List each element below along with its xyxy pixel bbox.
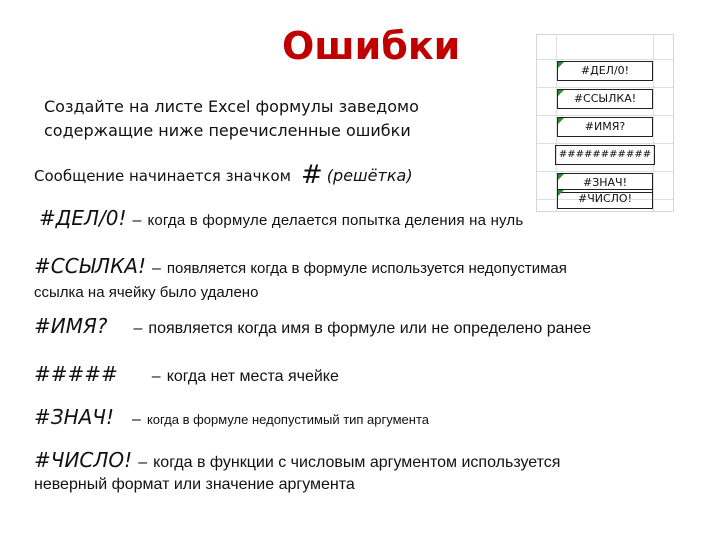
cell-value: ########### <box>558 149 652 160</box>
error-description-cont: неверный формат или значение аргумента <box>34 476 355 493</box>
error-indicator-icon <box>558 118 564 124</box>
page-title: Ошибки <box>282 24 461 68</box>
dash: – <box>132 212 142 229</box>
excel-error-cells <box>536 34 674 212</box>
error-code: #ССЫЛКА! <box>34 254 146 278</box>
excel-cell <box>557 189 653 209</box>
excel-cell <box>557 117 653 137</box>
error-code: #ИМЯ? <box>34 314 108 338</box>
cell-value: #ДЕЛ/0! <box>580 64 630 77</box>
grid-line <box>537 143 673 144</box>
error-description: когда в формуле делается попытка деления на нуль <box>147 212 524 229</box>
cell-value: #ССЫЛКА! <box>573 92 637 105</box>
excel-cell <box>555 145 655 165</box>
excel-cell <box>557 89 653 109</box>
error-indicator-icon <box>558 174 564 180</box>
error-description: появляется когда в формуле используется недопустимая <box>166 260 567 277</box>
intro-line-2: содержащие ниже перечисленные ошибки <box>44 121 411 140</box>
dash: – <box>132 411 141 428</box>
intro-text <box>44 95 484 143</box>
grid-line <box>537 59 673 60</box>
dash: – <box>152 260 161 277</box>
excel-cell <box>557 61 653 81</box>
cell-value: #ЧИСЛО! <box>577 192 632 205</box>
error-description: появляется когда имя в формуле или не определено ранее <box>148 320 592 337</box>
error-item-value <box>34 405 429 429</box>
intro-line-1: Создайте на листе Excel формулы заведомо <box>44 97 419 116</box>
error-item-num <box>34 448 674 498</box>
error-indicator-icon <box>558 190 564 196</box>
hash-note: (решётка) <box>326 166 413 185</box>
error-indicator-icon <box>558 62 564 68</box>
error-code: #ЧИСЛО! <box>34 448 133 472</box>
grid-line <box>537 115 673 116</box>
message-line <box>34 160 413 190</box>
grid-line <box>653 35 654 211</box>
error-description: когда в функции с числовым аргументом используется <box>153 454 561 471</box>
error-item-name <box>34 314 591 338</box>
error-indicator-icon <box>558 90 564 96</box>
hash-symbol: # <box>301 160 323 190</box>
error-item-div0 <box>34 206 523 230</box>
error-description-cont: ссылка на ячейку было удалено <box>34 284 259 301</box>
grid-line <box>537 171 673 172</box>
dash: – <box>133 320 143 337</box>
dash: – <box>138 454 148 471</box>
error-description: когда нет места ячейке <box>166 368 339 385</box>
grid-line <box>537 87 673 88</box>
cell-value: #ИМЯ? <box>584 120 626 133</box>
message-label: Сообщение начинается значком <box>34 167 291 185</box>
error-code: #ЗНАЧ! <box>34 405 115 429</box>
error-code: ##### <box>34 362 118 386</box>
error-description: когда в формуле недопустимый тип аргумента <box>146 412 429 427</box>
dash: – <box>151 368 161 385</box>
error-item-hashes <box>34 362 339 386</box>
error-code: #ДЕЛ/0! <box>39 206 127 230</box>
error-item-ref <box>34 250 674 305</box>
cell-value: #ЗНАЧ! <box>582 176 628 189</box>
